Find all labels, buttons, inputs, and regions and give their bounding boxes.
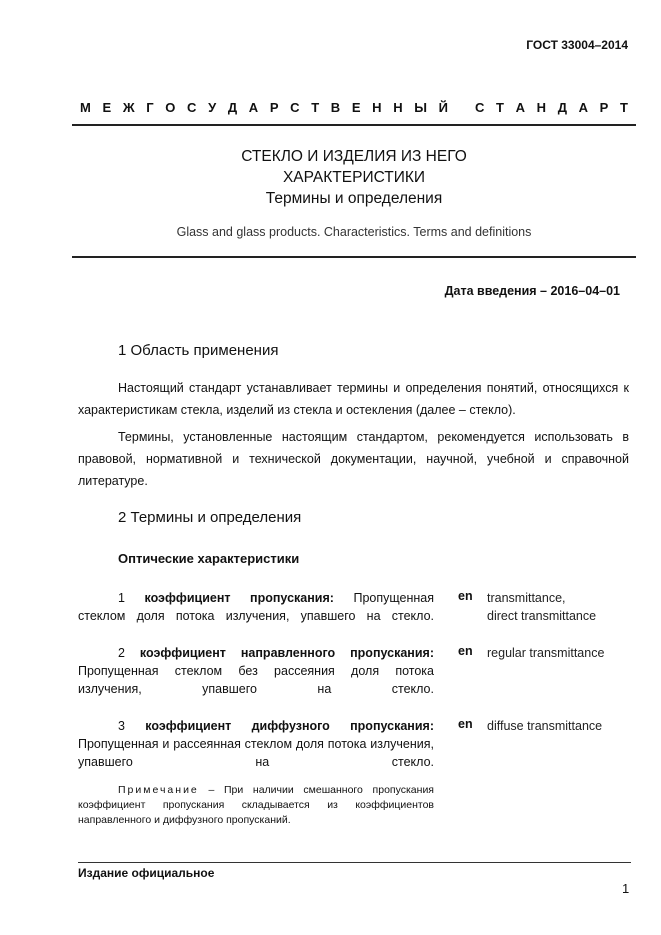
note <box>78 783 434 828</box>
paragraph-text: Настоящий стандарт устанавливает термины и определения понятий, относящихся к характеристикам стекла, изделий из стекла и остекления (далее – стекло). <box>78 381 629 417</box>
label-letter: А <box>578 100 588 115</box>
label-letter: С <box>290 100 300 115</box>
label-letter: Ж <box>122 100 135 115</box>
label-letter: С <box>187 100 197 115</box>
term-line <box>78 644 434 698</box>
title-line-2: ХАРАКТЕРИСТИКИ <box>282 169 426 186</box>
label-letter: Ы <box>414 100 427 115</box>
label-letter: Т <box>311 100 320 115</box>
term-entry-2 <box>78 644 434 698</box>
label-letter: Й <box>438 100 448 115</box>
term-entry-3 <box>78 717 434 771</box>
title-line-3: Термины и определения <box>265 190 443 207</box>
label-letter: У <box>208 100 217 115</box>
equivalent-term: direct transmittance <box>487 609 597 623</box>
label-letter: Д <box>557 100 567 115</box>
interstate-standard-label <box>80 100 628 115</box>
term-name: коэффициент направленного пропускания: <box>139 646 434 660</box>
label-letter: Г <box>146 100 154 115</box>
term-entry-1 <box>78 589 434 625</box>
label-letter: Д <box>227 100 238 115</box>
term-1-equivalents <box>487 589 596 625</box>
official-edition-label: Издание официальное <box>78 866 215 880</box>
term-definition: Пропущенная и рассеянная стеклом доля потока излучения, упавшего на стекло. <box>78 737 434 769</box>
paragraph-text: Термины, установленные настоящим стандартом, рекомендуется использовать в правовой, нормативной и технической документации, научной, учебной и справочной литературе. <box>78 430 629 488</box>
section-1-paragraph-1 <box>78 377 629 421</box>
introduction-date: Дата введения – 2016–04–01 <box>444 284 620 298</box>
equivalent-term: diffuse transmittance <box>487 719 603 733</box>
label-letter: А <box>248 100 259 115</box>
note-body: – При наличии смешанного пропускания коэффициент пропускания складывается из коэффициентов направленного и диффузного пропусканий. <box>78 784 434 826</box>
note-text <box>78 783 434 828</box>
term-number: 1 <box>118 591 125 605</box>
term-name: коэффициент диффузного пропускания: <box>145 719 434 733</box>
term-line <box>78 717 434 771</box>
label-letter: О <box>165 100 176 115</box>
equivalent-term: regular transmittance <box>487 646 605 660</box>
english-title: Glass and glass products. Characteristics. Terms and definitions <box>176 225 532 239</box>
optical-characteristics-subheading: Оптические характеристики <box>118 551 300 566</box>
label-letter: С <box>474 100 485 115</box>
term-1-lang: en <box>458 589 473 603</box>
label-word-gap <box>460 100 464 115</box>
term-name: коэффициент пропускания: <box>144 591 334 605</box>
note-label: Примечание <box>118 784 199 796</box>
label-letter: Н <box>536 100 547 115</box>
term-2-lang: en <box>458 644 473 658</box>
page-number: 1 <box>622 881 630 896</box>
label-letter: Е <box>102 100 112 115</box>
label-letter: Т <box>619 100 628 115</box>
label-letter: А <box>515 100 525 115</box>
term-definition: Пропущенная стеклом доля потока излучения, упавшего на стекло. <box>78 591 434 623</box>
title-bottom-rule <box>72 256 636 258</box>
section-1-heading: 1 Область применения <box>118 342 279 359</box>
term-2-equivalents <box>487 644 604 662</box>
label-letter: Т <box>495 100 504 115</box>
label-letter: Е <box>351 100 361 115</box>
term-number: 2 <box>118 646 125 660</box>
top-rule <box>72 124 636 126</box>
title-block <box>72 146 636 209</box>
term-definition: Пропущенная стеклом без рассеяния доля потока излучения, упавшего на стекло. <box>78 664 434 696</box>
title-line-1: СТЕКЛО И ИЗДЕЛИЯ ИЗ НЕГО <box>241 148 467 165</box>
label-letter: М <box>80 100 91 115</box>
label-letter: Н <box>372 100 382 115</box>
equivalent-term: transmittance, <box>487 591 566 605</box>
label-letter: Н <box>393 100 403 115</box>
footer-rule <box>78 862 631 863</box>
term-3-lang: en <box>458 717 473 731</box>
section-1-paragraph-2 <box>78 426 629 492</box>
label-letter: В <box>330 100 341 115</box>
document-code: ГОСТ 33004–2014 <box>526 38 628 52</box>
section-2-heading: 2 Термины и определения <box>118 509 302 526</box>
label-letter: Р <box>269 100 279 115</box>
term-3-equivalents <box>487 717 602 735</box>
term-line <box>78 589 434 625</box>
term-number: 3 <box>118 719 125 733</box>
label-letter: Р <box>599 100 609 115</box>
